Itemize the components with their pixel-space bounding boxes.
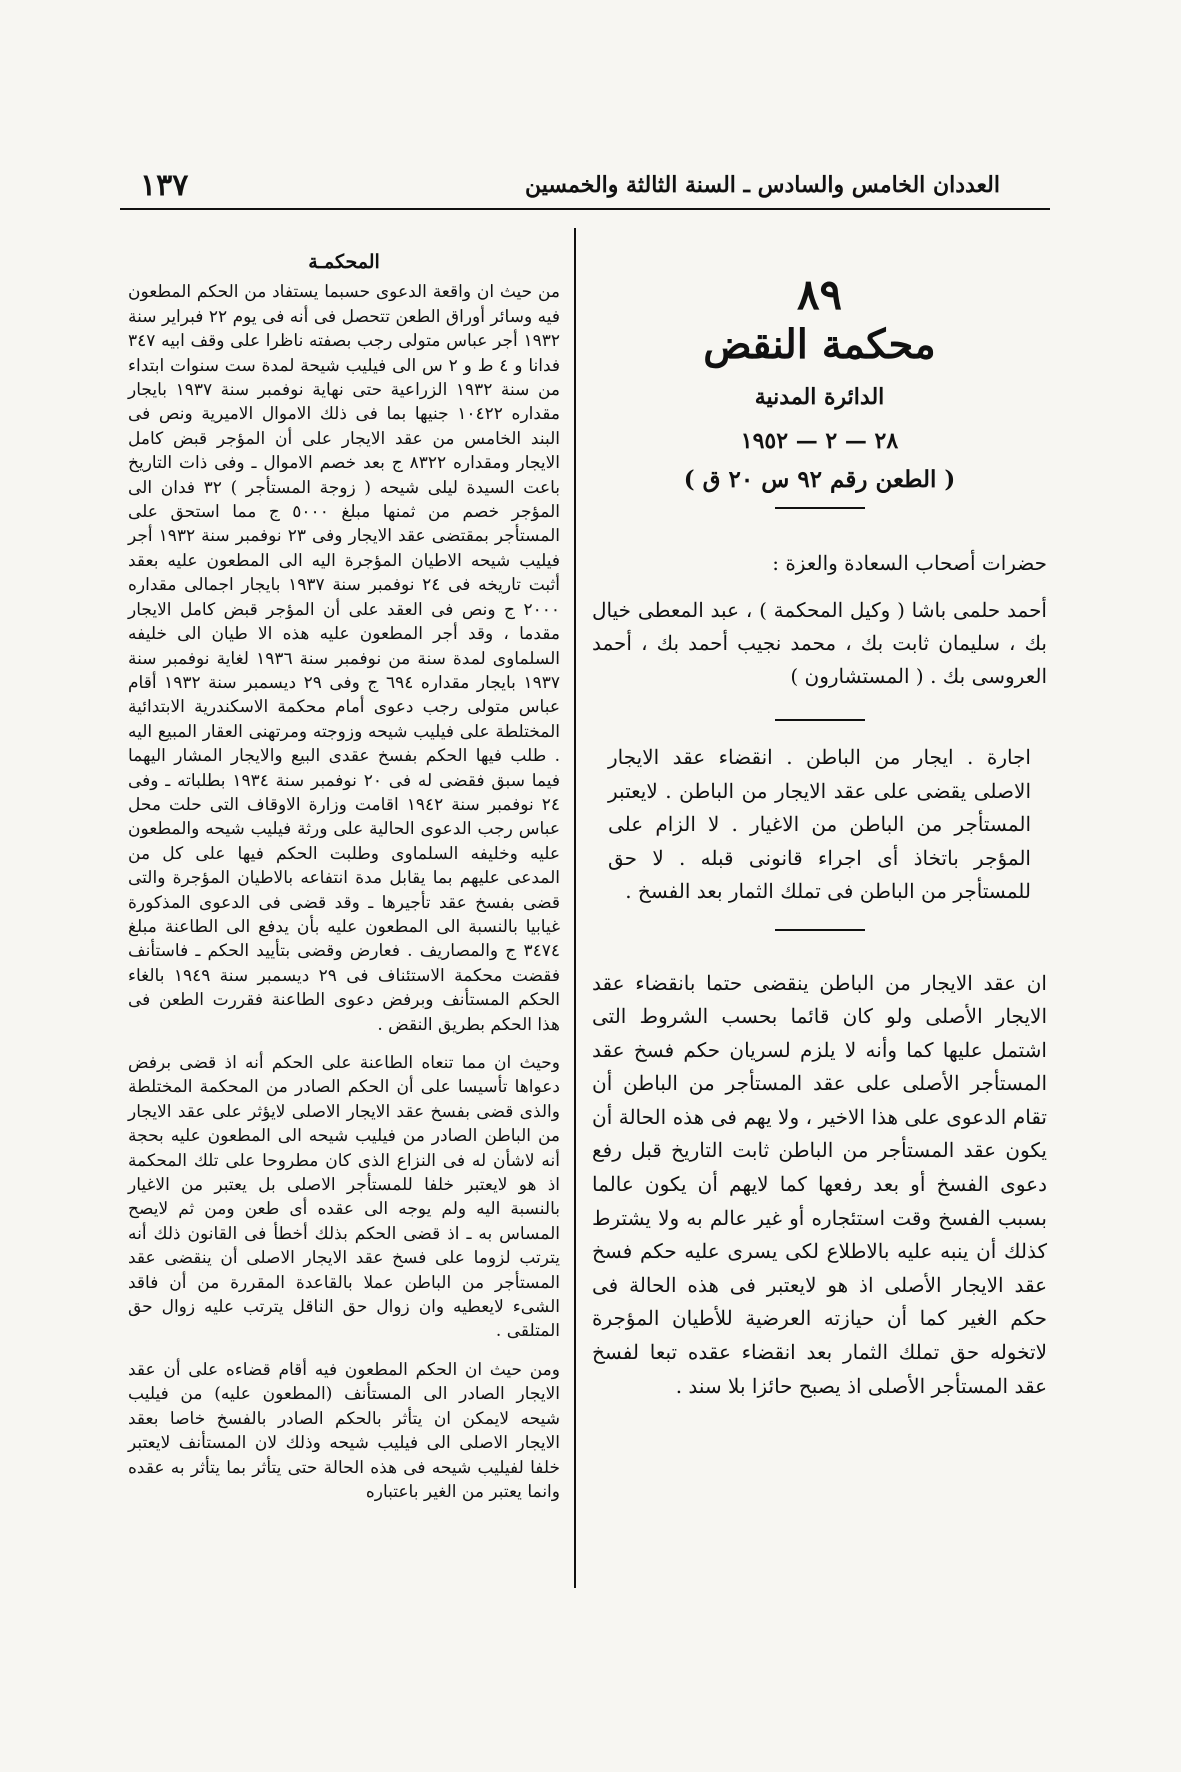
judges-intro: حضرات أصحاب السعادة والعزة : <box>772 551 1047 575</box>
divider-short <box>775 507 865 509</box>
body-paragraph: من حيث ان واقعة الدعوى حسبما يستفاد من الحكم المطعون فيه وسائر أوراق الطعن تتحصل فى أنه فى يوم ٢٢ فبراير سنة ١٩٣٢ أجر عباس متولى رجب بصفته ناظرا على وقف ابيه ٣٤٧ فدانا و ٤ ط و ٢ س الى فيليب شيحة لمدة ست سنوات ابتداء من سنة ١٩٣٢ الزراعية حتى نهاية نوفمبر سنة ١٩٣٧ بايجار مقداره ١٠٤٢٢ جنيها بما فى ذلك الاموال الاميرية ونص فى البند الخامس من عقد الايجار على أن المؤجر قبض كامل الايجار ومقداره ٨٣٢٢ ج بعد خصم الاموال ـ وفى ذات التاريخ باعت السيدة ليلى شيحه ( زوجة المستأجر ) ٣٢ فدان الى المؤجر خصم من ثمنها مبلغ ٥٠٠٠ ج مما استحق على المستأجر بمقتضى عقد الايجار وفى ٢٣ نوفمبر سنة ١٩٣٢ أجر فيليب شيحه الاطيان المؤجرة اليه الى المطعون عليه بعقد أثبت تاريخه فى ٢٤ نوفمبر سنة ١٩٣٧ بايجار اجمالى مقداره ٢٠٠٠ ج ونص فى العقد على أن المؤجر قبض كامل الايجار مقدما ، وقد أجر المطعون عليه هذه الا طيان الى خليفه السلماوى لمدة سنة من نوفمبر سنة ١٩٣٦ لغاية نوفمبر سنة ١٩٣٧ بايجار مقداره ٦٩٤ ج وفى ٢٩ ديسمبر سنة ١٩٣٢ أقام عباس متولى رجب دعوى أمام محكمة الاسكندرية الابتدائية المختلطة على فيليب شيحه وزوجته ومرتهنى العقار المبيع اليه . طلب فيها الحكم بفسخ عقدى البيع والايجار المشار اليهما فيما سبق فقضى له فى ٢٠ نوفمبر سنة ١٩٣٤ بطلباته ـ وفى ٢٤ نوفمبر سنة ١٩٤٢ اقامت وزارة الاوقاف التى حلت محل عباس رجب الدعوى الحالية على ورثة فيليب شيحه والمطعون عليه وخليفه السلماوى وطلبت الحكم فيها على كل من المدعى عليهم بما يقابل مدة انتفاعه بالاطيان المؤجرة والتى قضى بفسخ عقد تأجيرها ـ وقد قضى فى الدعوى المذكورة غيابيا بالنسبة الى المطعون عليه بأن يدفع الى الطاعنة مبلغ ٣٤٧٤ ج والمصاريف . فعارض وقضى بتأييد الحكم ـ فاستأنف فقضت محكمة الاستئناف فى ٢٩ ديسمبر سنة ١٩٤٩ بالغاء الحكم المستأنف وبرفض دعوى الطاعنة فقررت الطعن فى هذا الحكم بطريق النقض . <box>128 282 561 1035</box>
case-number: ٨٩ <box>796 270 843 319</box>
header-rule <box>120 208 1050 210</box>
running-title: العددان الخامس والسادس ـ السنة الثالثة والخمسين <box>525 172 1000 198</box>
divider-short <box>775 719 865 721</box>
divider-short <box>775 929 865 931</box>
page-header <box>140 160 1040 210</box>
legal-principle: ان عقد الايجار من الباطن ينقضى حتما بانقضاء عقد الايجار الأصلى ولو كان قائما بحسب الشروط التى اشتمل عليها كما وأنه لا يلزم لسريان حكم فسخ عقد المستأجر الأصلى على عقد المستأجر من الباطن أن تقام الدعوى على هذا الاخير ، ولا يهم فى هذه الحالة أن يكون عقد المستأجر من الباطن ثابت التاريخ قبل رفع دعوى الفسخ أو بعد رفعها كما لايهم أن يكون عالما بسبب الفسخ وقت استئجاره أو غير عالم به ولا يشترط كذلك أن ينبه عليه بالاطلاع لكى يسرى عليه حكم فسخ عقد الايجار الأصلى اذ هو لايعتبر فى هذه الحالة فى حكم الغير كما أن حيازته العرضية للأطيان المؤجرة لاتخوله حق تملك الثمار بعد انقضاء عقده تبعا لفسخ عقد المستأجر الأصلى اذ يصبح حائزا بلا سند . <box>592 970 1047 1398</box>
left-column <box>128 250 560 1518</box>
body-paragraph: ومن حيث ان الحكم المطعون فيه أقام قضاءه على أن عقد الايجار الصادر الى المستأنف (المطعون عليه) من فيليب شيحه لايمكن ان يتأثر بالحكم الصادر بالفسخ خاصا بعقد الايجار الاصلى الى فيليب شيحه وذلك لان المستأنف لايعتبر خلفا لفيليب شيحه فى هذه الحالة حتى يتأثر بما يتأثر به عقده وانما يعتبر من الغير باعتباره <box>128 1359 560 1502</box>
body-paragraph: وحيث ان مما تنعاه الطاعنة على الحكم أنه اذ قضى برفض دعواها تأسيسا على أن الحكم الصادر من المحكمة المختلطة والذى قضى بفسخ عقد الايجار الاصلى لايؤثر على عقد الايجار من الباطن الصادر من فيليب شيحه الى المطعون عليه بحجة أنه لاشأن له فى النزاع الذى كان مطروحا على تلك المحكمة اذ هو لايعتبر خلفا للمستأجر الاصلى بل يعتبر من الاغيار بالنسبة اليه ولم يوجه الى عقده أى طعن ومن ثم لايصح المساس به ـ اذ قضى الحكم بذلك أخطأ فى القانون ذلك أنه يترتب لزوما على فسخ عقد الايجار الاصلى أن ينقضى عقد المستأجر من الباطن عملا بالقاعدة المقررة من أن فاقد الشىء لايعطيه وان زوال حق الناقل يترتب عليه زوال حق المتلقى . <box>128 1053 560 1342</box>
judges-list: أحمد حلمى باشا ( وكيل المحكمة ) ، عبد المعطى خيال بك ، سليمان ثابت بك ، محمد نجيب أحمد بك ، أحمد العروسى بك . ( المستشارون ) <box>592 598 1047 688</box>
headnote: اجارة . ايجار من الباطن . انقضاء عقد الايجار الاصلى يقضى على عقد الايجار من الباطن . لايعتبر المستأجر من الباطن من الاغيار . لا الزام على المؤجر باتخاذ أى اجراء قانونى قبله . لا حق للمستأجر من الباطن فى تملك الثمار بعد الفسخ . <box>608 745 1031 903</box>
section-title: المحكمـة <box>308 251 380 273</box>
page-number: ١٣٧ <box>140 167 189 203</box>
judgment-date: ٢٨ — ٢ — ١٩٥٢ <box>740 428 899 454</box>
court-name: محكمة النقض <box>703 321 936 368</box>
circuit-name: الدائرة المدنية <box>754 384 885 410</box>
column-divider <box>574 228 576 1588</box>
right-column <box>592 270 1047 1403</box>
appeal-number: ( الطعن رقم ٩٢ س ٢٠ ق ) <box>683 466 956 493</box>
